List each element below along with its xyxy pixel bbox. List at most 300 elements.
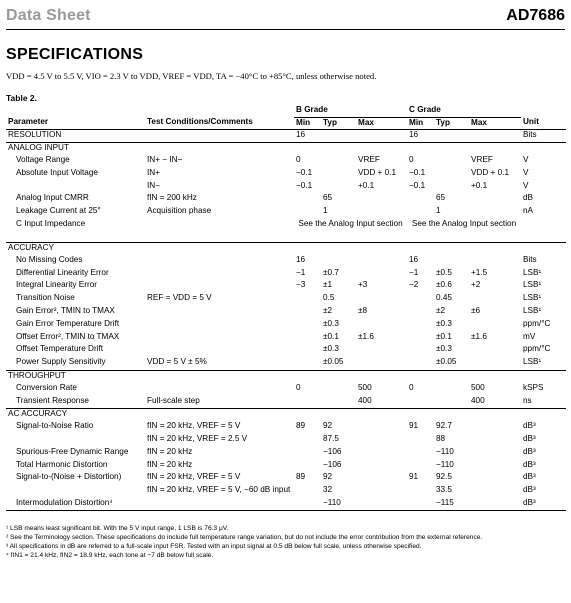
b-max-cell — [356, 447, 407, 460]
c-min-cell — [407, 408, 434, 421]
b-typ-cell: ±0.3 — [323, 318, 339, 328]
c-grade-span-cell: See the Analog Input section — [411, 219, 517, 229]
c-typ-cell: −110 — [436, 446, 454, 456]
conditions-cell: fIN = 20 kHz, VREF = 5 V — [147, 472, 241, 482]
unit-cell: LSB¹ — [523, 280, 542, 290]
unit-cell: Bits — [523, 254, 537, 264]
table-row — [6, 255, 566, 268]
c-min-cell: 16 — [407, 130, 434, 143]
conditions-cell: IN+ − IN− — [147, 155, 183, 165]
b-max-cell — [356, 255, 407, 268]
c-max-cell: +2 — [471, 280, 481, 290]
conditions-cell: VDD = 5 V ± 5% — [147, 357, 207, 367]
b-max-cell — [356, 206, 407, 219]
param-cell: RESOLUTION — [6, 130, 145, 143]
conditions-cell — [145, 319, 294, 332]
b-typ-cell — [321, 383, 356, 396]
param-cell: Power Supply Sensitivity — [16, 357, 106, 367]
c-min-cell — [407, 447, 434, 460]
c-min-cell — [407, 206, 434, 219]
param-cell: Intermodulation Distortion⁴ — [6, 498, 145, 511]
unit-cell: dB³ — [523, 446, 536, 456]
b-max-cell — [356, 408, 407, 421]
b-typ-cell: 32 — [323, 485, 333, 495]
table-label: Table 2. — [6, 93, 38, 103]
conditions-cell — [145, 268, 294, 281]
c-max-cell — [469, 130, 521, 143]
table-row — [6, 155, 566, 168]
c-max-cell — [469, 447, 521, 460]
table-row — [6, 447, 566, 460]
col-b-min: Min — [294, 117, 321, 130]
conditions-cell — [145, 332, 294, 345]
b-grade-span-cell: See the Analog Input section — [298, 219, 403, 229]
unit-cell: LSB¹ — [523, 357, 542, 367]
table-row — [6, 242, 566, 255]
unit-cell: dB³ — [523, 472, 536, 482]
c-typ-cell — [434, 383, 469, 396]
param-cell: Total Harmonic Distortion — [16, 459, 108, 469]
table-row — [6, 498, 566, 511]
table-row — [6, 306, 566, 319]
param-cell: ANALOG INPUT — [6, 142, 145, 155]
b-max-cell — [356, 242, 407, 255]
b-typ-cell — [321, 168, 356, 181]
c-max-cell: +0.1 — [471, 180, 488, 190]
unit-cell: nA — [523, 206, 534, 216]
c-typ-cell — [434, 142, 469, 155]
param-cell: Leakage Current at 25° — [16, 206, 101, 216]
unit-cell: ppm/°C — [523, 318, 551, 328]
b-min-cell: 89 — [296, 472, 306, 482]
b-min-cell: 0 — [296, 382, 301, 392]
param-cell: Offset Temperature Drift — [16, 344, 104, 354]
c-typ-cell: ±2 — [436, 306, 446, 316]
c-typ-cell: −110 — [436, 459, 454, 469]
b-min-cell: −0.1 — [296, 180, 313, 190]
b-min-cell — [294, 396, 321, 409]
table-row — [6, 396, 566, 409]
b-typ-cell: 65 — [323, 193, 333, 203]
c-max-cell — [469, 434, 521, 447]
c-typ-cell: 33.5 — [436, 485, 452, 495]
b-max-cell — [356, 293, 407, 306]
conditions-cell — [145, 242, 294, 255]
c-min-cell: 0 — [409, 382, 414, 392]
c-max-cell — [469, 472, 521, 485]
header-part-number: AD7686 — [506, 7, 565, 24]
c-min-cell: −2 — [409, 280, 419, 290]
param-cell: Gain Error Temperature Drift — [16, 318, 120, 328]
conditions-cell — [145, 408, 294, 421]
c-max-cell — [469, 206, 521, 219]
conditions-cell: fIN = 20 kHz — [147, 446, 193, 456]
b-max-cell: ±1.6 — [358, 331, 374, 341]
unit-cell — [521, 370, 566, 383]
b-min-cell — [294, 408, 321, 421]
b-min-cell: −3 — [296, 280, 306, 290]
unit-cell: LSB¹ — [523, 267, 542, 277]
table-row — [6, 370, 566, 383]
c-min-cell — [407, 485, 434, 498]
c-min-cell: −0.1 — [409, 167, 426, 177]
c-typ-cell: ±0.3 — [436, 318, 452, 328]
b-max-cell: VREF — [358, 155, 380, 165]
conditions-cell: fIN = 200 kHz — [147, 193, 197, 203]
b-min-cell — [294, 447, 321, 460]
c-min-cell — [407, 306, 434, 319]
b-max-cell — [356, 421, 407, 434]
b-typ-cell: 92 — [323, 472, 333, 482]
footnote-4: ⁴ fIN1 = 21.4 kHz, fIN2 = 18.9 kHz, each tone at −7 dB below full scale. — [6, 552, 214, 559]
conditions-cell: Full-scale step — [147, 395, 200, 405]
col-c-min: Min — [407, 117, 434, 130]
c-min-cell — [407, 193, 434, 206]
param-cell: Conversion Rate — [16, 382, 77, 392]
param-cell: Gain Error², TMIN to TMAX — [16, 306, 115, 316]
b-min-cell — [294, 370, 321, 383]
b-max-cell — [356, 268, 407, 281]
b-typ-cell: 87.5 — [323, 434, 339, 444]
c-min-cell: 91 — [409, 472, 419, 482]
conditions-cell — [145, 306, 294, 319]
conditions-cell: fIN = 20 kHz, VREF = 5 V, −60 dB input — [147, 485, 291, 495]
b-min-cell: 16 — [296, 254, 306, 264]
unit-cell: dB³ — [523, 421, 536, 431]
table-row — [6, 168, 566, 181]
col-b-max: Max — [356, 117, 407, 130]
b-max-cell — [356, 357, 407, 370]
c-max-cell — [469, 357, 521, 370]
c-min-cell — [407, 242, 434, 255]
table-row — [6, 383, 566, 396]
b-min-cell — [294, 293, 321, 306]
b-min-cell — [294, 332, 321, 345]
b-max-cell — [356, 319, 407, 332]
b-max-cell — [356, 344, 407, 357]
c-max-cell — [469, 293, 521, 306]
c-typ-cell: ±0.1 — [436, 331, 452, 341]
footnote-2: ² See the Terminology section. These specifications do include full temperature range variation, but do not include the error contribution from the external reference. — [6, 534, 483, 541]
table-row — [6, 268, 566, 281]
conditions-cell — [145, 498, 294, 511]
b-min-cell — [294, 357, 321, 370]
param-cell: C Input Impedance — [16, 219, 86, 229]
c-max-cell — [469, 255, 521, 268]
c-min-cell: −0.1 — [409, 180, 426, 190]
c-typ-cell — [434, 408, 469, 421]
conditions-cell — [145, 280, 294, 293]
b-min-cell — [294, 306, 321, 319]
b-typ-cell: ±2 — [323, 306, 333, 316]
c-min-cell — [407, 319, 434, 332]
col-b-typ: Typ — [321, 117, 356, 130]
b-max-cell — [356, 485, 407, 498]
conditions-cell — [145, 219, 294, 242]
unit-cell: dB³ — [521, 498, 566, 511]
c-min-cell — [407, 344, 434, 357]
b-typ-cell: ±0.3 — [323, 344, 339, 354]
conditions-cell — [145, 344, 294, 357]
b-max-cell: 500 — [358, 382, 372, 392]
c-max-cell: 400 — [471, 395, 485, 405]
unit-cell: V — [523, 180, 529, 190]
c-typ-cell — [434, 255, 469, 268]
table-row — [6, 280, 566, 293]
table-row — [6, 332, 566, 345]
b-max-cell: 400 — [358, 395, 372, 405]
param-cell: THROUGHPUT — [6, 370, 145, 383]
b-grade-label: B Grade — [294, 105, 407, 117]
c-typ-cell — [434, 168, 469, 181]
param-cell: No Missing Codes — [16, 254, 83, 264]
c-min-cell: 91 — [409, 421, 419, 431]
param-cell — [6, 485, 145, 498]
c-typ-cell: ±0.05 — [436, 357, 457, 367]
c-min-cell — [407, 332, 434, 345]
b-typ-cell — [321, 242, 356, 255]
unit-cell — [521, 242, 566, 255]
table-row — [6, 472, 566, 485]
conditions-cell: fIN = 20 kHz — [147, 459, 193, 469]
c-min-cell — [407, 460, 434, 473]
conditions-cell — [145, 255, 294, 268]
conditions-cell: IN− — [147, 180, 160, 190]
conditions-cell: fIN = 20 kHz, VREF = 2.5 V — [147, 434, 248, 444]
b-typ-cell — [321, 130, 356, 143]
c-min-cell: −1 — [409, 267, 419, 277]
param-cell: Offset Error², TMIN to TMAX — [16, 331, 120, 341]
param-cell: Absolute Input Voltage — [16, 167, 98, 177]
unit-cell: dB³ — [523, 485, 536, 495]
b-min-cell — [294, 434, 321, 447]
c-max-cell: VREF — [471, 155, 493, 165]
b-max-cell — [356, 370, 407, 383]
conditions-cell: IN+ — [147, 167, 160, 177]
table-row — [6, 181, 566, 194]
page-header — [6, 4, 565, 30]
unit-cell: ns — [523, 395, 532, 405]
grade-header-row — [6, 105, 566, 117]
unit-cell — [521, 142, 566, 155]
conditions-cell: fIN = 20 kHz, VREF = 5 V — [147, 421, 241, 431]
b-min-cell — [294, 460, 321, 473]
table-row — [6, 408, 566, 421]
c-typ-cell: ±0.3 — [436, 344, 452, 354]
b-typ-cell: −110 — [321, 498, 356, 511]
b-typ-cell: −106 — [323, 446, 342, 456]
c-max-cell: ±1.6 — [471, 331, 487, 341]
c-typ-cell: 92.7 — [436, 421, 452, 431]
c-max-cell — [469, 408, 521, 421]
table-row — [6, 460, 566, 473]
param-cell: Signal-to-(Noise + Distortion) — [16, 472, 122, 482]
b-min-cell: 0 — [296, 155, 301, 165]
c-typ-cell: 88 — [436, 434, 446, 444]
b-max-cell — [356, 460, 407, 473]
header-doc-type: Data Sheet — [6, 7, 91, 24]
b-typ-cell: 1 — [323, 206, 328, 216]
section-title: SPECIFICATIONS — [6, 46, 144, 63]
footnote-3: ³ All specifications in dB are referred to a full-scale input FSR. Tested with an input signal at 0.5 dB below full scale, unless otherwise specified. — [6, 543, 422, 550]
unit-cell — [521, 219, 566, 242]
b-max-cell: ±8 — [358, 306, 368, 316]
c-typ-cell — [434, 242, 469, 255]
b-typ-cell — [321, 255, 356, 268]
c-typ-cell: ±0.6 — [436, 280, 452, 290]
c-typ-cell: 0.45 — [436, 293, 452, 303]
b-typ-cell: 92 — [323, 421, 333, 431]
c-min-cell — [407, 357, 434, 370]
c-max-cell — [469, 460, 521, 473]
c-max-cell — [469, 242, 521, 255]
b-min-cell — [294, 242, 321, 255]
b-max-cell — [356, 130, 407, 143]
table-row — [6, 319, 566, 332]
table-row — [6, 421, 566, 434]
b-typ-cell — [321, 396, 356, 409]
c-typ-cell — [434, 370, 469, 383]
unit-cell: LSB¹ — [523, 306, 542, 316]
c-max-cell — [469, 485, 521, 498]
c-max-cell: +1.5 — [471, 267, 488, 277]
c-max-cell — [469, 498, 521, 511]
b-max-cell: +0.1 — [358, 180, 375, 190]
table-row — [6, 206, 566, 219]
unit-cell: Bits — [521, 130, 566, 143]
c-min-cell — [407, 498, 434, 511]
unit-cell: V — [523, 155, 529, 165]
b-max-cell — [356, 498, 407, 511]
table-row — [6, 485, 566, 498]
table-row — [6, 434, 566, 447]
b-min-cell — [294, 193, 321, 206]
b-min-cell: −1 — [296, 267, 306, 277]
b-min-cell — [294, 498, 321, 511]
b-typ-cell: ±1 — [323, 280, 333, 290]
c-max-cell — [469, 319, 521, 332]
unit-cell: mV — [523, 331, 536, 341]
conditions-cell — [145, 383, 294, 396]
c-max-cell — [469, 421, 521, 434]
column-header-row — [6, 117, 566, 130]
b-max-cell — [356, 142, 407, 155]
param-cell: Voltage Range — [16, 155, 70, 165]
param-cell: Differential Linearity Error — [16, 267, 109, 277]
c-min-cell — [407, 396, 434, 409]
param-cell — [6, 181, 145, 194]
unit-cell: kSPS — [523, 382, 544, 392]
b-min-cell — [294, 344, 321, 357]
table-row — [6, 293, 566, 306]
c-max-cell: ±6 — [471, 306, 481, 316]
unit-cell: dB³ — [523, 459, 536, 469]
c-max-cell — [469, 142, 521, 155]
b-max-cell: VDD + 0.1 — [358, 167, 396, 177]
b-typ-cell — [321, 408, 356, 421]
c-max-cell — [469, 370, 521, 383]
col-c-typ: Typ — [434, 117, 469, 130]
unit-cell: LSB¹ — [523, 293, 542, 303]
table-row — [6, 193, 566, 206]
conditions-cell: Acquisition phase — [147, 206, 212, 216]
spec-table — [6, 105, 566, 511]
table-row — [6, 142, 566, 155]
b-min-cell — [294, 142, 321, 155]
b-typ-cell: ±0.1 — [323, 331, 339, 341]
col-c-max: Max — [469, 117, 521, 130]
b-min-cell — [294, 485, 321, 498]
b-max-cell: +3 — [358, 280, 368, 290]
unit-cell — [521, 408, 566, 421]
c-min-cell: 16 — [409, 254, 419, 264]
param-cell: Transient Response — [16, 395, 89, 405]
table-row — [6, 357, 566, 370]
b-max-cell — [356, 434, 407, 447]
b-max-cell — [356, 193, 407, 206]
b-min-cell: 16 — [294, 130, 321, 143]
unit-cell: V — [523, 167, 529, 177]
col-unit: Unit — [521, 117, 566, 130]
b-min-cell — [294, 319, 321, 332]
b-min-cell: −0.1 — [296, 167, 313, 177]
c-typ-cell — [434, 155, 469, 168]
table-row — [6, 219, 566, 242]
unit-cell: ppm/°C — [523, 344, 551, 354]
conditions-cell — [145, 142, 294, 155]
c-typ-cell: −115 — [434, 498, 469, 511]
table-row — [6, 130, 566, 143]
c-min-cell: 0 — [409, 155, 414, 165]
col-conditions: Test Conditions/Comments — [145, 117, 294, 130]
c-typ-cell: ±0.5 — [436, 267, 452, 277]
c-min-cell — [407, 142, 434, 155]
c-typ-cell — [434, 396, 469, 409]
b-min-cell — [294, 206, 321, 219]
c-min-cell — [407, 293, 434, 306]
param-cell — [6, 434, 145, 447]
c-grade-label: C Grade — [407, 105, 521, 117]
param-cell: Spurious-Free Dynamic Range — [16, 446, 129, 456]
conditions-cell: REF = VDD = 5 V — [147, 293, 212, 303]
b-max-cell — [356, 472, 407, 485]
c-max-cell: 500 — [471, 382, 485, 392]
b-typ-cell — [321, 370, 356, 383]
param-cell: ACCURACY — [6, 242, 145, 255]
b-typ-cell — [321, 155, 356, 168]
c-typ-cell: 1 — [436, 206, 441, 216]
col-parameter: Parameter — [6, 117, 145, 130]
conditions-text: VDD = 4.5 V to 5.5 V, VIO = 2.3 V to VDD, VREF = VDD, TA = −40°C to +85°C, unless otherwise noted. — [6, 71, 377, 81]
c-max-cell: VDD + 0.1 — [471, 167, 509, 177]
c-typ-cell: 92.5 — [436, 472, 452, 482]
c-typ-cell — [434, 130, 469, 143]
b-typ-cell — [321, 181, 356, 194]
b-typ-cell: ±0.05 — [323, 357, 344, 367]
b-typ-cell — [321, 142, 356, 155]
c-max-cell — [469, 193, 521, 206]
table-row — [6, 344, 566, 357]
footnote-1: ¹ LSB means least significant bit. With the 5 V input range, 1 LSB is 76.3 μV. — [6, 525, 229, 532]
unit-cell: dB — [523, 193, 534, 203]
param-cell: Signal-to-Noise Ratio — [16, 421, 94, 431]
c-min-cell — [407, 370, 434, 383]
b-typ-cell: −106 — [323, 459, 342, 469]
b-min-cell: 89 — [296, 421, 306, 431]
unit-cell: dB³ — [523, 434, 536, 444]
c-max-cell — [469, 344, 521, 357]
param-cell: AC ACCURACY — [6, 408, 145, 421]
